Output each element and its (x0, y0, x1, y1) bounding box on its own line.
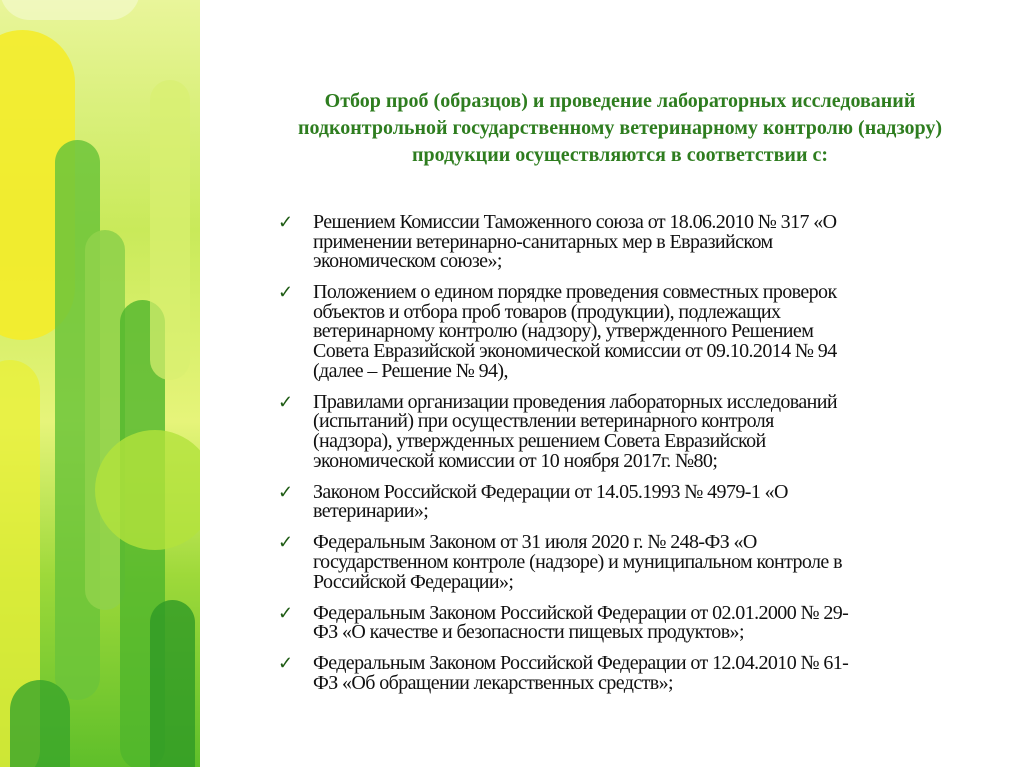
list-item (278, 390, 1018, 472)
list-item (278, 283, 1018, 381)
checkmark-icon: ✓ (278, 602, 294, 623)
list-item-line: ветеринарному контролю (надзору), утвержденного Решением (313, 320, 814, 343)
list-item (278, 533, 1018, 592)
list-item-line: Федеральным Законом Российской Федерации от 02.01.2000 № 29- (313, 601, 849, 624)
slide-title (230, 88, 1010, 169)
list-item-text (313, 533, 1018, 592)
list-item-line: Положением о едином порядке проведения совместных проверок (313, 281, 837, 304)
title-line: Отбор проб (образцов) и проведение лабораторных исследований (324, 90, 916, 112)
checkmark-icon: ✓ (278, 212, 294, 232)
list-item-line: применении ветеринарно-санитарных мер в Евразийском (313, 230, 773, 253)
list-item-line: Российской Федерации»; (313, 570, 514, 593)
list-item (278, 213, 1018, 272)
list-item (278, 480, 1018, 523)
list-item-line: экономическом союзе»; (313, 250, 502, 273)
list-item (278, 654, 1018, 693)
list-item-line: Федеральным Законом Российской Федерации от 12.04.2010 № 61- (313, 652, 849, 675)
list-item-line: Решением Комиссии Таможенного союза от 18.06.2010 № 317 «О (313, 211, 837, 233)
list-item-text (313, 213, 1018, 272)
list-item-text (313, 283, 1018, 381)
title-line: продукции осуществляются в соответствии с: (411, 144, 829, 166)
checkmark-icon: ✓ (278, 653, 294, 674)
checkmark-icon: ✓ (278, 391, 294, 412)
list-item-line: Федеральным Законом от 31 июля 2020 г. № 248-ФЗ «О (313, 531, 757, 554)
list-item-line: государственном контроле (надзоре) и муниципальном контроле в (313, 550, 842, 573)
list-item-line: (испытаний) при осуществлении ветеринарного контроля (313, 410, 774, 433)
list-item-line: (надзора), утвержденных решением Совета Евразийской (313, 429, 766, 452)
list-item-line: Правилами организации проведения лабораторных исследований (313, 390, 837, 413)
checkmark-icon: ✓ (278, 481, 294, 502)
legal-basis-list (278, 213, 1018, 705)
list-item (278, 601, 1018, 644)
checkmark-icon: ✓ (278, 282, 294, 303)
list-item-text (313, 480, 1018, 523)
list-item-line: объектов и отбора проб товаров (продукции), подлежащих (313, 300, 781, 323)
list-item-line: Совета Евразийской экономической комиссии от 09.10.2014 № 94 (313, 340, 837, 363)
list-item-line: Законом Российской Федерации от 14.05.1993 № 4979-1 «О (313, 480, 788, 503)
title-line: подконтрольной государственному ветеринарному контролю (надзору) (297, 117, 943, 139)
list-item-text (313, 601, 1018, 644)
list-item-line: экономической комиссии от 10 ноября 2017г. №80; (313, 449, 718, 472)
list-item-text (313, 654, 1018, 693)
list-item-line: (далее – Решение № 94), (313, 359, 508, 382)
decorative-side-panel (0, 0, 200, 767)
list-item-text (313, 390, 1018, 472)
checkmark-icon: ✓ (278, 532, 294, 553)
list-item-line: ФЗ «Об обращении лекарственных средств»; (313, 671, 673, 694)
list-item-line: ФЗ «О качестве и безопасности пищевых продуктов»; (313, 621, 744, 644)
list-item-line: ветеринарии»; (313, 500, 429, 523)
